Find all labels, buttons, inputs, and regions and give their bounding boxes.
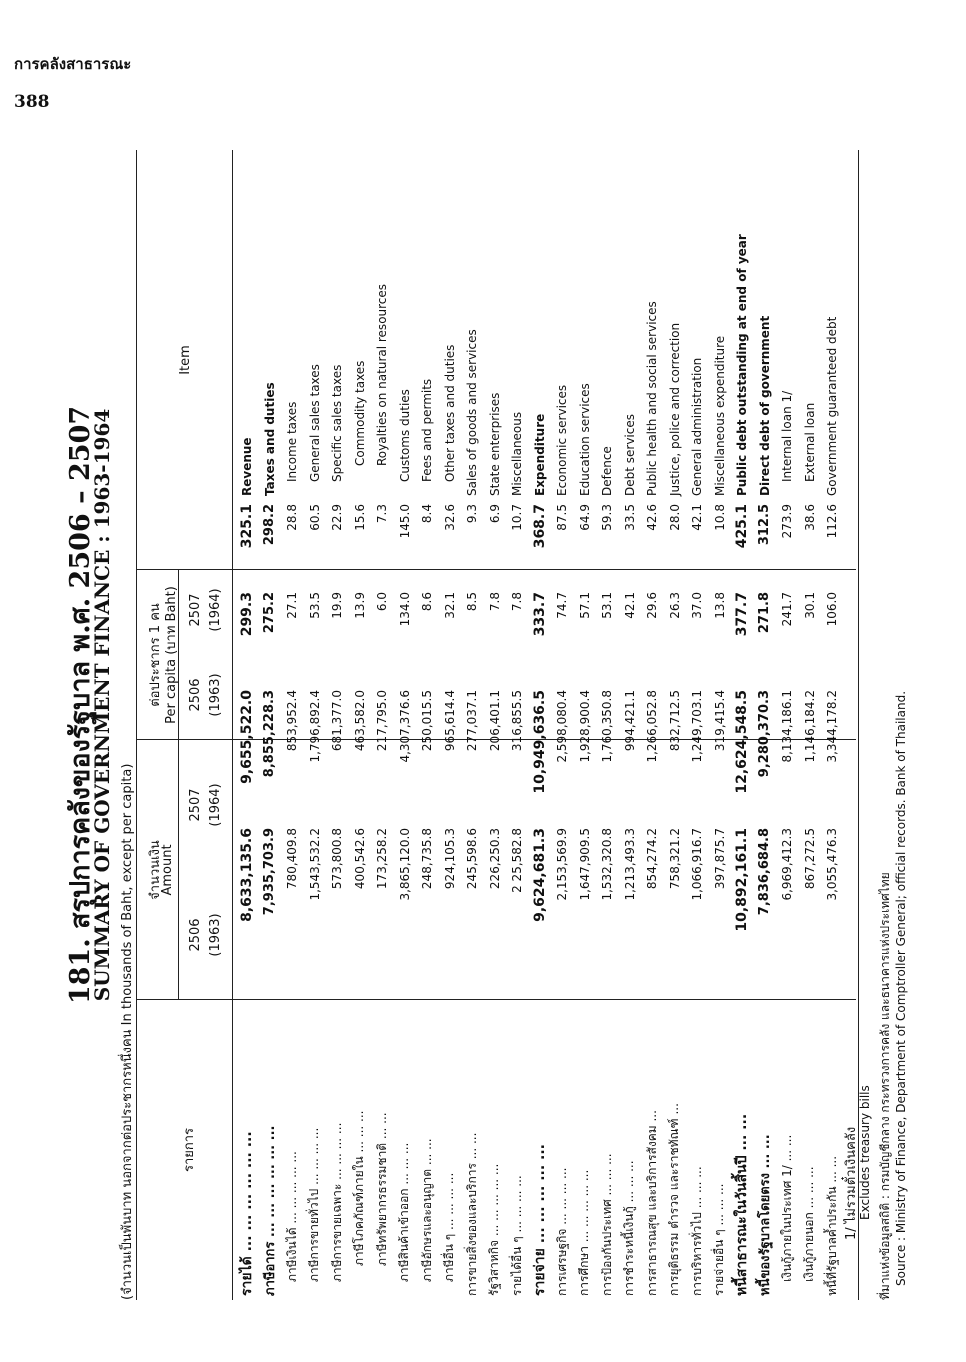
- percapita-1964: 425.1: [734, 504, 751, 549]
- amount-1964: 12,624,548.5: [734, 690, 751, 794]
- amount-1963: 3,055,476.3: [825, 828, 840, 901]
- row-english-label: Internal loan 1/: [780, 390, 795, 482]
- amount-1964: 4,307,376.6: [397, 690, 412, 763]
- percapita-1963: 7.8: [510, 592, 525, 612]
- row-thai-label: รายจ่ายอื่น ๆ ... ... ...: [712, 1183, 727, 1296]
- percapita-1964: 42.1: [690, 504, 705, 531]
- percapita-1964-thai-year: 2507: [188, 593, 203, 627]
- table-row: [664, 150, 687, 1300]
- table-row: [304, 150, 327, 1300]
- row-english-label: Commodity taxes: [352, 360, 367, 466]
- percapita-1964: 28.0: [667, 504, 682, 531]
- amount-1963: 780,409.8: [285, 828, 300, 890]
- row-english-label: Government guaranteed debt: [825, 316, 840, 496]
- source-thai: ที่มาแห่งข้อมูลสถิติ : กรมบัญชีกลาง กระทรวงการคลัง และธนาคารแห่งประเทศไทย: [878, 872, 892, 1300]
- percapita-1964: 15.6: [352, 504, 367, 531]
- table-row: [484, 150, 507, 1300]
- row-english-label: Justice, police and correction: [667, 322, 682, 496]
- row-english-label: Revenue: [240, 437, 255, 496]
- percapita-1963: 32.1: [442, 592, 457, 619]
- percapita-1963: 106.0: [825, 592, 840, 627]
- percapita-1963: 13.8: [712, 592, 727, 619]
- percapita-1963: 13.9: [352, 592, 367, 619]
- amount-1963: 1,066,916.7: [690, 828, 705, 901]
- percapita-1964: 28.8: [285, 504, 300, 531]
- table-row: [371, 150, 394, 1300]
- table-title-thai: 181. สรุปการคลังของรัฐบาล พ.ศ. 2506 – 2507: [65, 405, 96, 1005]
- amount-1964: 965,614.4: [442, 690, 457, 752]
- row-thai-label: การป้องกันประเทศ ... ... ...: [599, 1153, 614, 1296]
- amount-1964: 206,401.1: [487, 690, 502, 752]
- table-row: [439, 150, 462, 1300]
- row-thai-label: เงินกู้ภายในประเทศ 1/ ... ...: [779, 1134, 794, 1282]
- percapita-1963: 53.5: [307, 592, 322, 619]
- table-row: [259, 150, 282, 1300]
- table-row: [394, 150, 417, 1300]
- row-thai-label: การบริหารทั่วไป ... ... ...: [689, 1166, 704, 1296]
- row-thai-label: การยุติธรรม ตำรวจ และราชทัณฑ์ ...: [667, 1103, 682, 1296]
- percapita-1964: 9.3: [465, 504, 480, 524]
- percapita-thai-header: ต่อประชากร 1 คน: [148, 603, 163, 707]
- finance-table: [236, 150, 844, 1300]
- amount-1964-year: (1964): [208, 783, 223, 827]
- table-row: [619, 150, 642, 1300]
- table-row: [326, 150, 349, 1300]
- row-english-label: General sales taxes: [307, 364, 322, 482]
- table-row: [506, 150, 529, 1300]
- amount-1963-thai-year: 2506: [188, 918, 203, 952]
- row-thai-label: การศึกษา ... ... ... ... ...: [577, 1169, 592, 1296]
- percapita-1963: 299.3: [239, 592, 256, 637]
- percapita-1964: 6.9: [487, 504, 502, 524]
- percapita-1964: 112.6: [825, 504, 840, 539]
- amount-1964: 832,712.5: [667, 690, 682, 752]
- amount-1963: 245,598.6: [465, 828, 480, 890]
- amount-1963: 248,735.8: [420, 828, 435, 890]
- percapita-1963: 27.1: [285, 592, 300, 619]
- footnote-thai: 1/ ไม่รวมตั๋วเงินคลัง: [844, 1126, 859, 1240]
- amount-1964: 463,582.0: [352, 690, 367, 752]
- row-thai-label: หนี้ที่รัฐบาลค้ำประกัน ... ...: [824, 1155, 839, 1296]
- amount-1964: 316,855.5: [510, 690, 525, 752]
- item-english-header: Item: [178, 345, 193, 375]
- table-row: [776, 150, 799, 1300]
- percapita-1963: 26.3: [667, 592, 682, 619]
- table-row: [641, 150, 664, 1300]
- percapita-1964: 87.5: [555, 504, 570, 531]
- rotated-table-page: [28, 110, 908, 1300]
- amount-1964: 250,015.5: [420, 690, 435, 752]
- row-english-label: Defence: [600, 446, 615, 496]
- row-thai-label: ภาษีการขายทั่วไป ... ... ... ...: [307, 1127, 322, 1282]
- unit-note: (จำนวนเป็นพันบาท นอกจากต่อประชากรหนึ่งคน In thousands of Baht, except per capita): [120, 763, 135, 1300]
- row-thai-label: รัฐวิสาหกิจ ... ... ... ... ...: [487, 1163, 502, 1296]
- amount-1963: 226,250.3: [487, 828, 502, 890]
- amount-1964: 1,249,703.1: [690, 690, 705, 763]
- table-row: [416, 150, 439, 1300]
- percapita-1963: 42.1: [622, 592, 637, 619]
- row-thai-label: ภาษีเงินได้ ... ... ... ... ...: [284, 1151, 299, 1282]
- row-thai-label: รายจ่าย ... ... ... ... ...: [531, 1144, 548, 1296]
- page-number: 388: [14, 92, 50, 112]
- row-english-label: Economic services: [555, 384, 570, 496]
- amount-1964: 1,796,892.4: [307, 690, 322, 763]
- table-title-english: SUMMARY OF GOVERNMENT FINANCE : 1963-1964: [90, 408, 114, 1002]
- percapita-1964: 22.9: [330, 504, 345, 531]
- percapita-1964: 7.3: [375, 504, 390, 524]
- table-row: [349, 150, 372, 1300]
- amount-1964: 1,146,184.2: [802, 690, 817, 763]
- amount-1964: 2,598,080.4: [555, 690, 570, 763]
- amount-1963: 3,865,120.0: [397, 828, 412, 901]
- amount-1964: 217,795.0: [375, 690, 390, 752]
- percapita-1964: 32.6: [442, 504, 457, 531]
- percapita-1964: 273.9: [780, 504, 795, 539]
- row-thai-label: เงินกู้ภายนอก ... ... ...: [802, 1166, 817, 1282]
- percapita-1963: 57.1: [577, 592, 592, 619]
- amount-1963: 758,321.2: [667, 828, 682, 890]
- amount-1963: 1,532,320.8: [600, 828, 615, 901]
- footnote-english: Excludes treasury bills: [858, 1085, 872, 1220]
- row-thai-label: หนี้สาธารณะในวันสิ้นปี ... ...: [734, 1113, 751, 1296]
- percapita-1964: 42.6: [645, 504, 660, 531]
- row-english-label: Income taxes: [285, 401, 300, 482]
- percapita-1963: 333.7: [531, 592, 548, 637]
- percapita-1964: 10.8: [712, 504, 727, 531]
- amount-1963-year: (1963): [208, 913, 223, 957]
- amount-1963: 10,892,161.1: [734, 828, 751, 932]
- percapita-1964: 145.0: [397, 504, 412, 539]
- amount-1963: 400,542.6: [352, 828, 367, 890]
- row-english-label: Expenditure: [532, 413, 547, 496]
- percapita-1963: 271.8: [757, 592, 773, 634]
- percapita-1963: 30.1: [802, 592, 817, 619]
- row-thai-label: การชำระหนี้เงินกู้ ... ... ...: [622, 1160, 637, 1296]
- percapita-1963: 8.6: [420, 592, 435, 612]
- percapita-1964: 64.9: [577, 504, 592, 531]
- percapita-1963: 134.0: [397, 592, 412, 627]
- row-english-label: Other taxes and duties: [442, 344, 457, 482]
- table-row: [529, 150, 552, 1300]
- percapita-1963: 241.7: [780, 592, 795, 627]
- amount-1963: 854,274.2: [645, 828, 660, 890]
- row-english-label: Royalties on natural resources: [375, 283, 390, 466]
- row-english-label: State enterprises: [487, 392, 502, 496]
- amount-1963: 9,624,681.3: [531, 828, 548, 922]
- amount-1963: 397,875.7: [712, 828, 727, 890]
- row-english-label: Customs duties: [397, 389, 412, 482]
- row-english-label: General administration: [690, 357, 705, 496]
- section-header: การคลังสาธารณะ: [14, 55, 132, 73]
- row-thai-label: รายได้ ... ... ... ... ... ...: [239, 1131, 256, 1296]
- amount-1963: 573,800.8: [330, 828, 345, 890]
- header-bottom-rule: [232, 150, 233, 1300]
- row-english-label: Direct debt of government: [757, 315, 772, 496]
- percapita-1964: 368.7: [531, 504, 548, 549]
- percapita-1964: 33.5: [622, 504, 637, 531]
- amount-1964: 853,952.4: [285, 690, 300, 752]
- row-english-label: Fees and permits: [420, 378, 435, 482]
- table-row: [281, 150, 304, 1300]
- table-row: [574, 150, 597, 1300]
- item-thai-header: รายการ: [182, 1127, 197, 1173]
- percapita-1964: 325.1: [239, 504, 256, 549]
- percapita-1964: 38.6: [802, 504, 817, 531]
- percapita-1964: 10.7: [510, 504, 525, 531]
- row-thai-label: การเศรษฐกิจ ... ... ... ...: [554, 1167, 569, 1296]
- amount-1963: 7,836,684.8: [757, 828, 773, 916]
- row-english-label: Specific sales taxes: [330, 364, 345, 482]
- subheader-rule: [178, 570, 179, 1000]
- amount-1963: 2,153,569.9: [555, 828, 570, 901]
- row-thai-label: ภาษีอากร ... ... ... ... ... ...: [263, 1125, 279, 1296]
- table-row: [461, 150, 484, 1300]
- amount-1963: 8,633,135.6: [239, 828, 256, 922]
- amount-1964: 8,855,228.3: [262, 690, 278, 778]
- percapita-1963: 37.0: [690, 592, 705, 619]
- row-thai-label: ภาษีทรัพยากรธรรมชาติ ... ...: [374, 1112, 389, 1266]
- amount-english-header: Amount: [160, 844, 175, 896]
- row-english-label: Education services: [577, 383, 592, 496]
- row-english-label: Taxes and duties: [262, 382, 277, 496]
- percapita-1963-thai-year: 2506: [188, 678, 203, 712]
- table-row: [731, 150, 754, 1300]
- row-thai-label: ภาษีอื่น ๆ ... ... ... ...: [442, 1172, 457, 1282]
- row-english-label: Sales of goods and services: [465, 329, 480, 496]
- amount-1964: 10,949,636.5: [531, 690, 548, 794]
- row-english-label: External loan: [802, 402, 817, 482]
- amount-1963: 924,105.3: [442, 828, 457, 890]
- row-thai-label: การสาธารณสุข และบริการสังคม ...: [644, 1110, 659, 1296]
- row-english-label: Miscellaneous expenditure: [712, 335, 727, 496]
- amount-1964: 3,344,178.2: [825, 690, 840, 763]
- percapita-1963: 8.5: [465, 592, 480, 612]
- amount-1964-thai-year: 2507: [188, 788, 203, 822]
- percapita-1963-year: (1963): [208, 673, 223, 717]
- percapita-1963: 275.2: [262, 592, 278, 634]
- amount-1964: 1,928,900.4: [577, 690, 592, 763]
- amount-1964: 1,266,052.8: [645, 690, 660, 763]
- row-thai-label: รายได้อื่น ๆ ... ... ... ...: [509, 1175, 524, 1296]
- percapita-1964: 312.5: [757, 504, 773, 546]
- table-row: [709, 150, 732, 1300]
- percapita-english-header: Per capita (บาท Baht): [164, 586, 179, 724]
- amount-1963: 7,935,703.9: [262, 828, 278, 916]
- row-english-label: Public debt outstanding at end of year: [735, 234, 750, 496]
- row-english-label: Miscellaneous: [510, 411, 525, 496]
- row-thai-label: ภาษีการขายเฉพาะ ... ... ... ...: [329, 1122, 344, 1282]
- row-thai-label: ภาษีสินค้าเข้าออก ... ... ...: [397, 1142, 412, 1282]
- table-row: [596, 150, 619, 1300]
- percapita-1963: 74.7: [555, 592, 570, 619]
- table-row: [799, 150, 822, 1300]
- percapita-1963: 6.0: [375, 592, 390, 612]
- row-english-label: Debt services: [622, 414, 637, 496]
- amount-1964: 319,415.4: [712, 690, 727, 752]
- amount-1963: 6,969,412.3: [780, 828, 795, 901]
- top-rule: [136, 150, 137, 1300]
- amount-1964: 9,280,370.3: [757, 690, 773, 778]
- table-row: [236, 150, 259, 1300]
- row-thai-label: หนี้ของรัฐบาลโดยตรง ... ...: [758, 1134, 774, 1296]
- amount-thai-header: จำนวนเงิน: [148, 840, 163, 900]
- percapita-1963: 7.8: [487, 592, 502, 612]
- row-thai-label: ภาษีโภคภัณฑ์ภายใน ... ... ...: [352, 1110, 367, 1266]
- percapita-1964: 298.2: [262, 504, 278, 546]
- percapita-1964: 60.5: [307, 504, 322, 531]
- amount-1963: 1,647,909.5: [577, 828, 592, 901]
- amount-1963: 867,272.5: [802, 828, 817, 890]
- percapita-1964: 59.3: [600, 504, 615, 531]
- amount-1964: 681,377.0: [330, 690, 345, 752]
- amount-1963: 1,543,532.2: [307, 828, 322, 901]
- amount-1963: 173,258.2: [375, 828, 390, 890]
- amount-1964: 1,760,350.8: [600, 690, 615, 763]
- amount-1963: 1,213,493.3: [622, 828, 637, 901]
- percapita-1963: 19.9: [330, 592, 345, 619]
- row-thai-label: ภาษีอักษรและอนุญาต ... ...: [419, 1138, 434, 1282]
- amount-1964: 8,134,186.1: [780, 690, 795, 763]
- amount-1964: 277,037.1: [465, 690, 480, 752]
- percapita-1964: 8.4: [420, 504, 435, 524]
- table-row: [686, 150, 709, 1300]
- amount-1964: 9,655,522.0: [239, 690, 256, 784]
- table-row: [551, 150, 574, 1300]
- table-row: [754, 150, 777, 1300]
- percapita-1963: 377.7: [734, 592, 751, 637]
- amount-1964: 994,421.1: [622, 690, 637, 752]
- row-english-label: Public health and social services: [645, 301, 660, 496]
- source-english: Source : Ministry of Finance, Department of Comptroller General; official records. Bank of Thailand.: [894, 690, 908, 1286]
- percapita-1963: 29.6: [645, 592, 660, 619]
- percapita-1964-year: (1964): [208, 588, 223, 632]
- amount-1963: 2 25,582.8: [510, 828, 525, 893]
- row-thai-label: การขายสิ่งของและบริการ ... ...: [464, 1132, 479, 1296]
- percapita-1963: 53.1: [600, 592, 615, 619]
